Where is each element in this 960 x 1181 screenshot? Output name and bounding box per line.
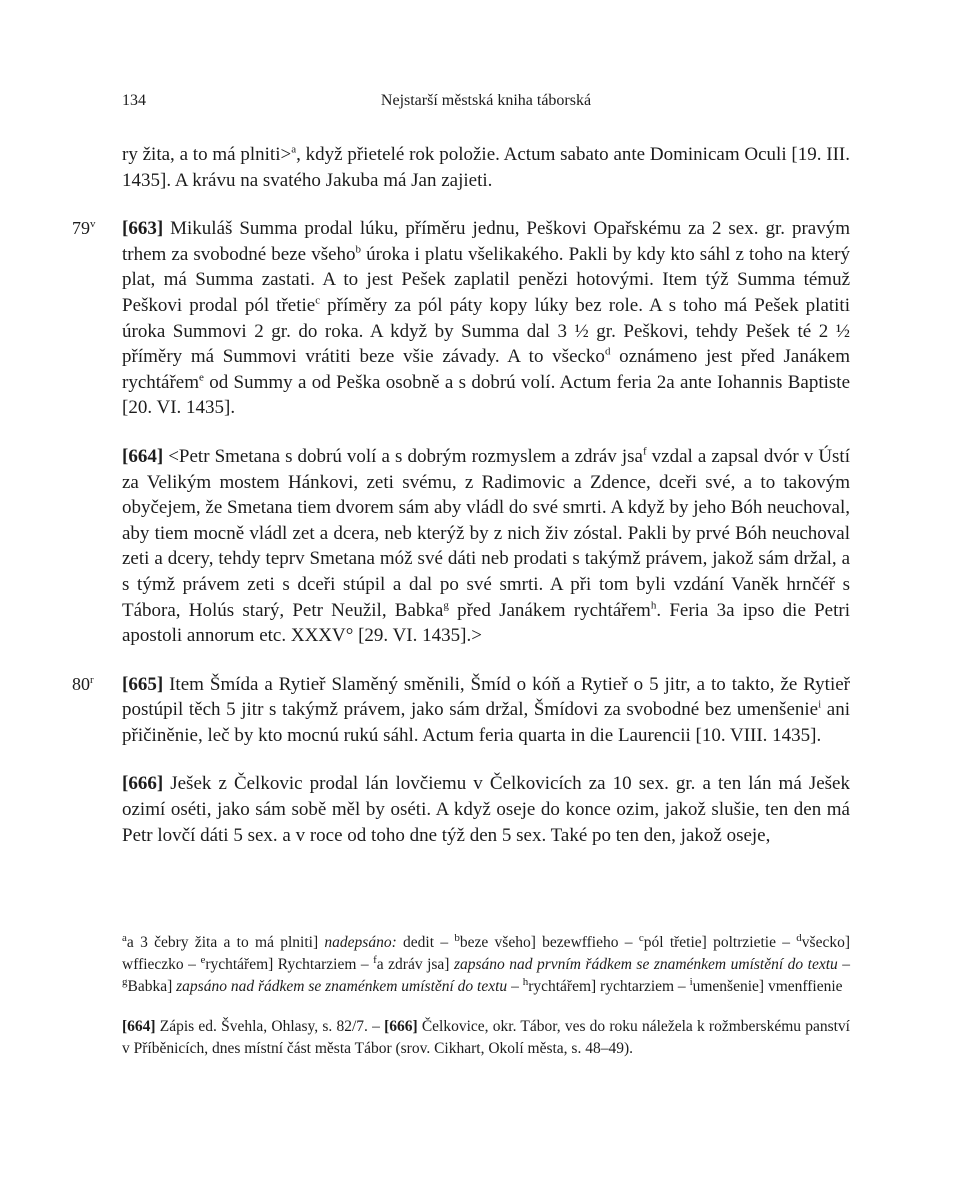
footnote-marker: a bbox=[291, 143, 297, 156]
entry-666: [666] Ješek z Čelkovic prodal lán lovčiemu v Čelkovicích za 10 sex. gr. a ten lán má Ješek ozimí oséti, jako sám sobě měl by oséti. A když oseje do konce ozim, jakož slušie, ten den má Petr lovčí dáti 5 sex. a v roce od toho dne týž den 5 sex. Také po ten den, jakož oseje, bbox=[122, 773, 850, 846]
commentary-notes: [664] Zápis ed. Švehla, Ohlasy, s. 82/7. – [666] Čelkovice, okr. Tábor, ves do roku náležela k rožmberskému panství v Příběnicích, dnes místní část města Tábor (srov. Cikhart, Okolí města, s. 48–49). bbox=[122, 1018, 850, 1057]
footnote-marker: i bbox=[818, 698, 822, 711]
footnote-marker: b bbox=[355, 243, 362, 256]
footnote-marker: f bbox=[642, 445, 647, 458]
entry-number: [666] bbox=[122, 773, 164, 795]
page-header bbox=[122, 92, 850, 116]
footnote-marker: g bbox=[443, 599, 449, 612]
folio-marker: 79$^v$ bbox=[72, 218, 96, 239]
running-title: Nejstarší městská kniha táborská bbox=[380, 92, 592, 109]
entry-number: [663] bbox=[122, 218, 164, 240]
entry-664: [664] <Petr Smetana s dobrú volí a s dobrým rozmyslem a zdráv jsa$^f$ vzdal a zapsal dvór v Ústí za Velikým mostem Hánkovi, zeti svému, z Radimovic a Zdence, dceři své, a to takovým obyčejem, že Smetana tiem dvorem sám aby vládl do své smrti. A když by jeho Bóh neuchoval, aby tiem mocně vládl zet a dcera, neb kterýž by z nich živ zóstal. Pakli by prvé Bóh neuchoval zeti a dcery, tehdy teprv Smetana móž své dáti neb prodati s takýmž právem, jakož sám držal, a s týmž právem zeti s dceři stúpil a dal po své smrti. A při tom byli vzdání Vaněk hrnčéř s Tábora, Holús starý, Petr Neužil, Babka$^g$ před Janákem rychtářem$^h$. Feria 3a ipso die Petri apostoli annorum etc. XXXV° [29. VI. 1435].> bbox=[122, 445, 851, 647]
text-critical-apparatus: $^a$a 3 čebry žita a to má plniti] nadepsáno: dedit – $^b$beze všeho] bezewffieho – $^c$pól třetie] poltrzietie – $^d$všecko] wffieczko – $^e$rychtářem] Rychtarziem – $^f$a zdráv jsa] zapsáno nad prvním řádkem se znaménkem umístění do textu – $^g$Babka] zapsáno nad řádkem se znaménkem umístění do textu – $^h$rychtářem] rychtarziem – $^i$umenšenie] vmenffienie bbox=[122, 931, 851, 995]
footnote-marker: h bbox=[650, 599, 657, 612]
entry-665: 80$^r$ [665] Item Šmída a Rytieř Slaměný směnili, Šmíd o kóň a Rytieř o 5 jitr, a to takto, že Rytieř postúpil těch 5 jitr s takýmž právem, jako sám držal, Šmídovi za svobodné bez umenšenie$^i$ ani přičiněnie, leč by kto mocnú rukú sáhl. Actum feria quarta in die Laurencii [10. VIII. 1435]. bbox=[72, 673, 850, 746]
main-text bbox=[72, 142, 851, 848]
footnote-marker: c bbox=[315, 294, 321, 307]
entry-number: [665] bbox=[122, 673, 164, 695]
footnotes bbox=[122, 932, 850, 1060]
entry-continuation: ry žita, a to má plniti>$^a$, když přietelé rok položie. Actum sabato ante Dominicam Oculi [19. III. 1435]. A krávu na svatého Jakuba má Jan zajieti. bbox=[122, 143, 850, 191]
entry-number: [664] bbox=[122, 445, 164, 467]
folio-marker: 80$^r$ bbox=[72, 673, 94, 694]
entry-663: 79$^v$ [663] Mikuláš Summa prodal lúku, příměru jednu, Peškovi Opařskému za 2 sex. gr. pravým trhem za svobodné beze všeho$^b$ úroka i platu všelikakého. Pakli by kdy kto sáhl z toho na který plat, má Summa zastati. A to jest Pešek zaplatil penězi hotovými. Item týž Summa témuž Peškovi prodal pól třetie$^c$ příměry za pól páty kopy lúky bez role. A s toho má Pešek platiti úroka Summovi 2 gr. do roka. A když by Summa dal 3 ½ gr. Peškovi, tehdy Pešek té 2 ½ příměry má Summovi vrátiti beze všie závady. A to všecko$^d$ oznámeno jest před Janákem rychtářem$^e$ od Summy a od Peška osobně a s dobrú volí. Actum feria 2a ante Iohannis Baptiste [20. VI. 1435]. bbox=[72, 218, 850, 419]
footnote-marker: e bbox=[199, 371, 204, 384]
page-number: 134 bbox=[122, 92, 146, 109]
footnote-marker: d bbox=[604, 345, 611, 358]
